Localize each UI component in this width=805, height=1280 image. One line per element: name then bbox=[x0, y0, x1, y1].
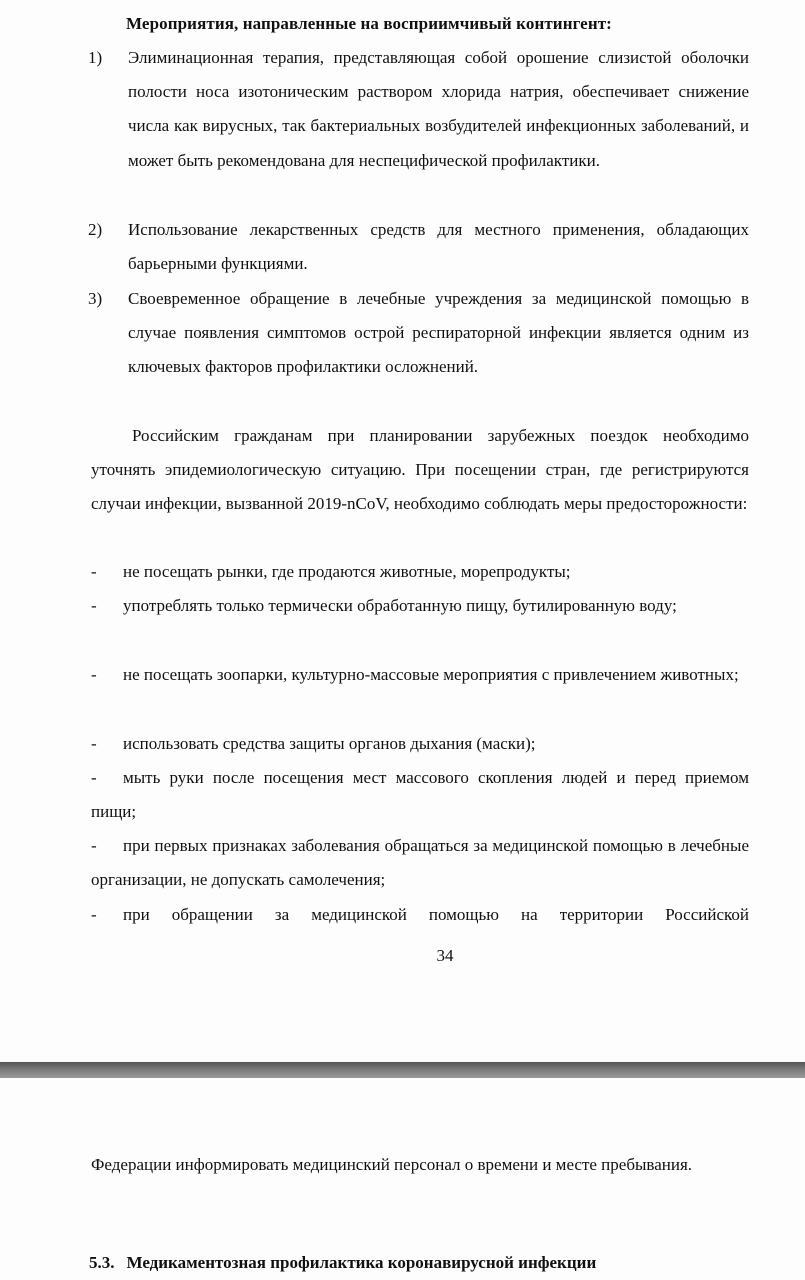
numbered-item: Своевременное обращение в лечебные учреждения за медицинской помощью в случае появления симптомов острой респираторной инфекции является одним из ключевых факторов профилактики осложнений. bbox=[128, 289, 749, 377]
bullet-item: не посещать рынки, где продаются животные, морепродукты; bbox=[123, 562, 571, 581]
bullet-item: использовать средства защиты органов дыхания (маски); bbox=[123, 734, 536, 753]
bullet-dash: - bbox=[91, 836, 97, 855]
bullet-item: употреблять только термически обработанную пищу, бутилированную воду; bbox=[123, 596, 677, 615]
bullet-dash: - bbox=[91, 665, 97, 684]
bullet-dash: - bbox=[91, 596, 97, 615]
bullet-dash: - bbox=[91, 562, 97, 581]
numbered-item: Элиминационная терапия, представляющая собой орошение слизистой оболочки полости носа изотоническим раствором хлорида натрия, обеспечивает снижение числа как вирусных, так бактериальных возбудителей инфекционных заболеваний, и может быть рекомендована для неспецифической профилактики. bbox=[128, 48, 749, 170]
list-number: 3) bbox=[88, 289, 103, 308]
bullet-dash: - bbox=[91, 768, 97, 787]
section-title: Медикаментозная профилактика коронавирусной инфекции bbox=[126, 1253, 597, 1272]
bullet-dash: - bbox=[91, 905, 97, 924]
section-heading-5-3 bbox=[89, 1253, 596, 1273]
bullet-item: не посещать зоопарки, культурно-массовые мероприятия с привлечением животных; bbox=[123, 665, 739, 684]
list-number: 2) bbox=[88, 220, 103, 239]
page-separator bbox=[0, 1062, 805, 1078]
cropped-previous-line bbox=[250, 0, 310, 6]
section-heading: Мероприятия, направленные на восприимчивый контингент: bbox=[126, 14, 612, 33]
bullet-dash: - bbox=[91, 734, 97, 753]
document-page-35 bbox=[0, 1078, 805, 1280]
bullet-item: при первых признаках заболевания обращаться за медицинской помощью в лечебные организации, не допускать самолечения; bbox=[91, 836, 749, 890]
bullet-item: мыть руки после посещения мест массового скопления людей и перед приемом пищи; bbox=[91, 768, 749, 822]
section-number: 5.3. bbox=[89, 1253, 115, 1272]
body-paragraph: Российским гражданам при планировании зарубежных поездок необходимо уточнять эпидемиологическую ситуацию. При посещении стран, где регистрируются случаи инфекции, вызванной 2019-nCoV, необходимо соблюдать меры предосторожности: bbox=[91, 426, 749, 514]
numbered-item: Использование лекарственных средств для местного применения, обладающих барьерными функциями. bbox=[128, 220, 749, 274]
page-number: 34 bbox=[436, 946, 454, 965]
list-number: 1) bbox=[88, 48, 103, 67]
bullet-item: при обращении за медицинской помощью на территории Российской bbox=[123, 905, 749, 924]
continuation-paragraph: Федерации информировать медицинский персонал о времени и месте пребывания. bbox=[91, 1155, 693, 1174]
